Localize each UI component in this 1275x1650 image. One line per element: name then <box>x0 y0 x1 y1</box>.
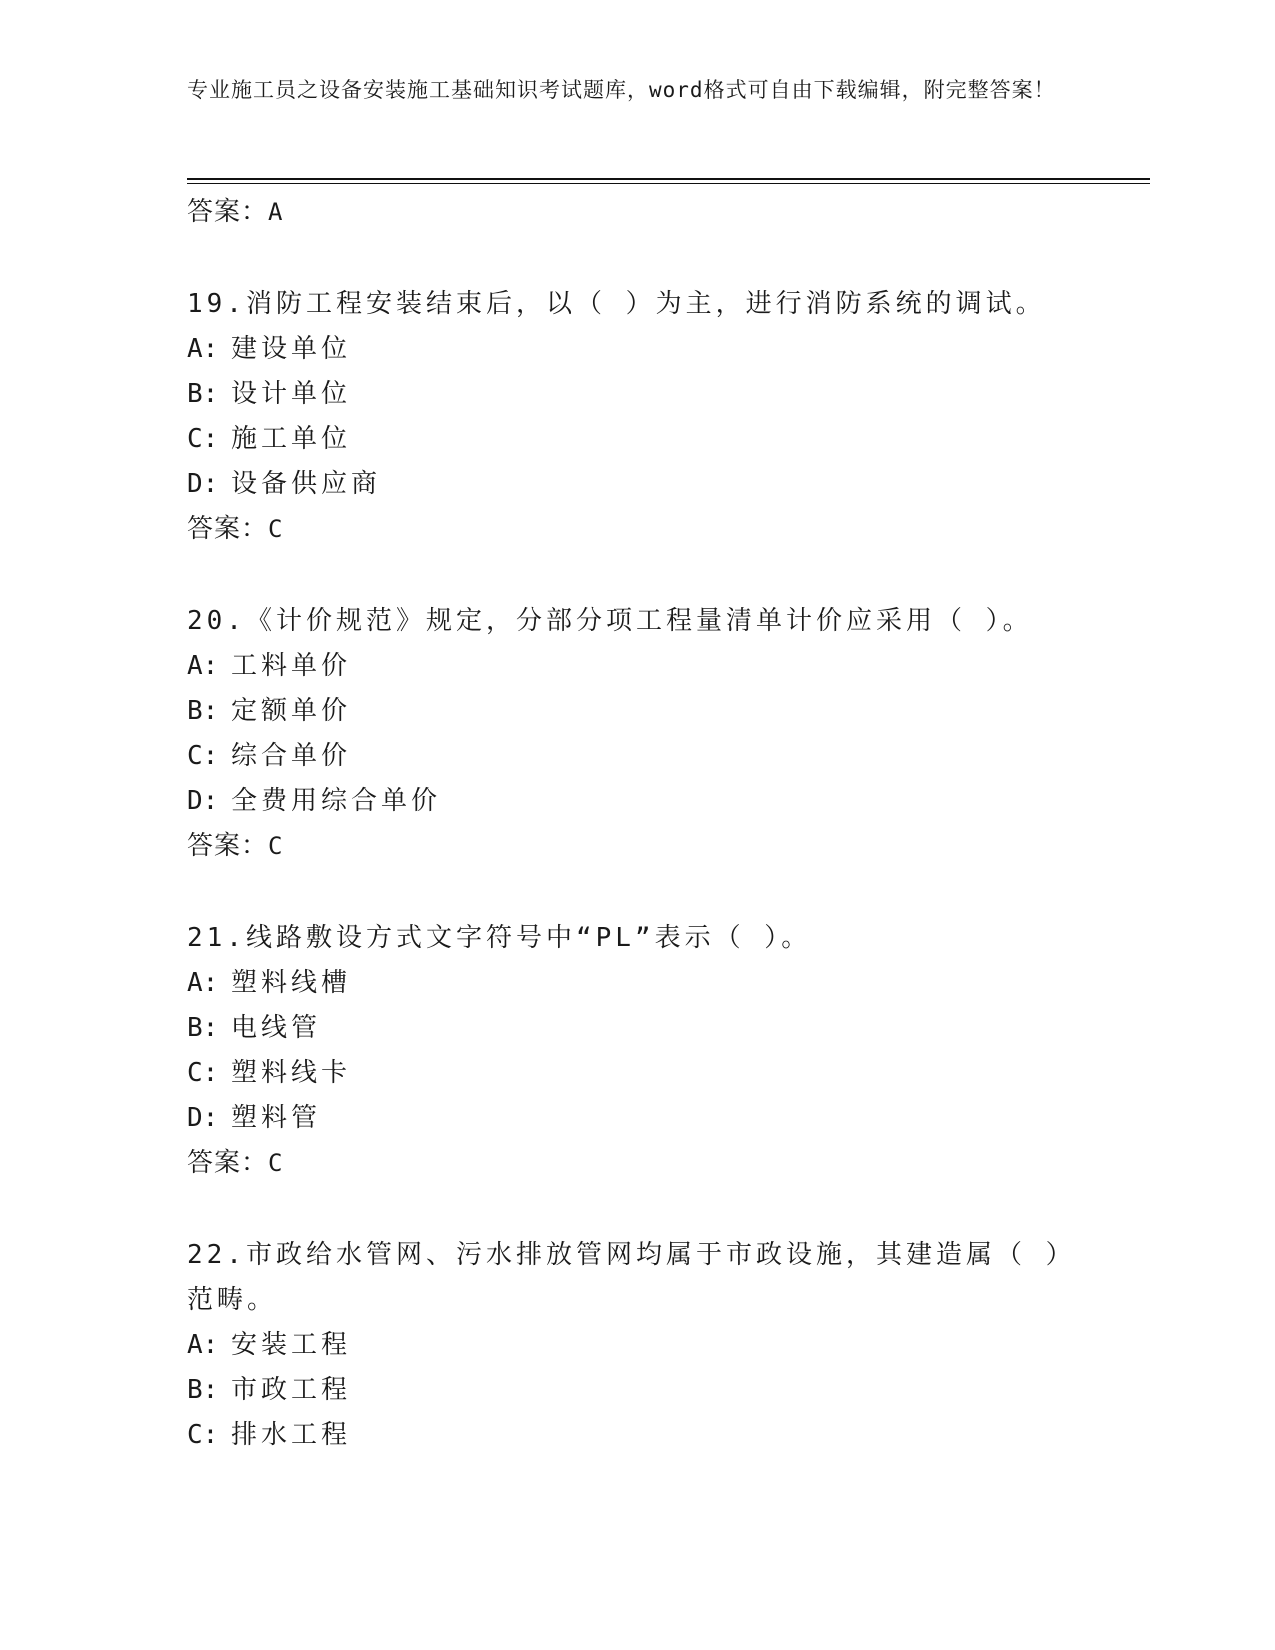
option-letter: C: <box>187 1420 219 1450</box>
option-text: 塑料线卡 <box>231 1058 352 1088</box>
option-letter: A: <box>187 968 219 998</box>
header-divider-thick <box>187 178 1150 180</box>
answer-line <box>187 1141 1087 1185</box>
answer-option <box>187 961 1087 1006</box>
answer-option <box>187 689 1087 734</box>
answer-option <box>187 417 1087 462</box>
question-block <box>187 916 1087 1185</box>
question-block <box>187 1233 1087 1458</box>
question-block <box>187 599 1087 868</box>
document-header: 专业施工员之设备安装施工基础知识考试题库，word格式可自由下载编辑，附完整答案！ <box>187 78 1056 102</box>
answer-option <box>187 1051 1087 1096</box>
option-letter: A: <box>187 651 219 681</box>
question-stem: 19.消防工程安装结束后，以（ ）为主，进行消防系统的调试。 <box>187 289 1046 319</box>
option-letter: C: <box>187 424 219 454</box>
option-letter: C: <box>187 1058 219 1088</box>
option-text: 塑料线槽 <box>231 968 352 998</box>
answer-label: 答案： <box>187 1148 269 1178</box>
option-text: 安装工程 <box>231 1330 352 1360</box>
answer-line <box>187 507 1087 551</box>
option-text: 综合单价 <box>231 741 352 771</box>
answer-value: C <box>268 1149 284 1177</box>
option-text: 定额单价 <box>231 696 352 726</box>
answer-line <box>187 190 1087 234</box>
header-divider-thin <box>187 183 1150 184</box>
answer-option <box>187 734 1087 779</box>
option-letter: B: <box>187 1013 219 1043</box>
option-letter: B: <box>187 1375 219 1405</box>
option-letter: B: <box>187 696 219 726</box>
option-text: 设备供应商 <box>231 469 382 499</box>
option-text: 设计单位 <box>231 379 352 409</box>
answer-value: A <box>268 198 284 226</box>
answer-option <box>187 372 1087 417</box>
option-letter: C: <box>187 741 219 771</box>
answer-option <box>187 1006 1087 1051</box>
option-text: 施工单位 <box>231 424 352 454</box>
answer-option <box>187 1096 1087 1141</box>
option-text: 塑料管 <box>231 1103 322 1133</box>
option-text: 工料单价 <box>231 651 352 681</box>
option-letter: A: <box>187 334 219 364</box>
option-text: 全费用综合单价 <box>231 786 442 816</box>
answer-value: C <box>268 515 284 543</box>
option-text: 排水工程 <box>231 1420 352 1450</box>
option-letter: B: <box>187 379 219 409</box>
questions-container <box>187 282 1087 1458</box>
answer-option <box>187 1368 1087 1413</box>
option-letter: D: <box>187 469 219 499</box>
question-stem: 20.《计价规范》规定，分部分项工程量清单计价应采用（ ）。 <box>187 606 1033 636</box>
answer-option <box>187 1413 1087 1458</box>
answer-option <box>187 644 1087 689</box>
answer-option <box>187 327 1087 372</box>
answer-label: 答案： <box>187 831 269 861</box>
answer-label: 答案： <box>187 514 269 544</box>
answer-option <box>187 1323 1087 1368</box>
option-text: 市政工程 <box>231 1375 352 1405</box>
option-letter: D: <box>187 786 219 816</box>
option-text: 建设单位 <box>231 334 352 364</box>
answer-line <box>187 824 1087 868</box>
question-block <box>187 282 1087 551</box>
option-text: 电线管 <box>231 1013 322 1043</box>
answer-option <box>187 462 1087 507</box>
question-stem: 22.市政给水管网、污水排放管网均属于市政设施，其建造属（ ）范畴。 <box>187 1240 1063 1315</box>
answer-value: C <box>268 832 284 860</box>
question-list <box>187 190 1087 1458</box>
option-letter: D: <box>187 1103 219 1133</box>
answer-label: 答案： <box>187 197 269 227</box>
option-letter: A: <box>187 1330 219 1360</box>
answer-option <box>187 779 1087 824</box>
question-stem: 21.线路敷设方式文字符号中“PL”表示（ ）。 <box>187 923 812 953</box>
